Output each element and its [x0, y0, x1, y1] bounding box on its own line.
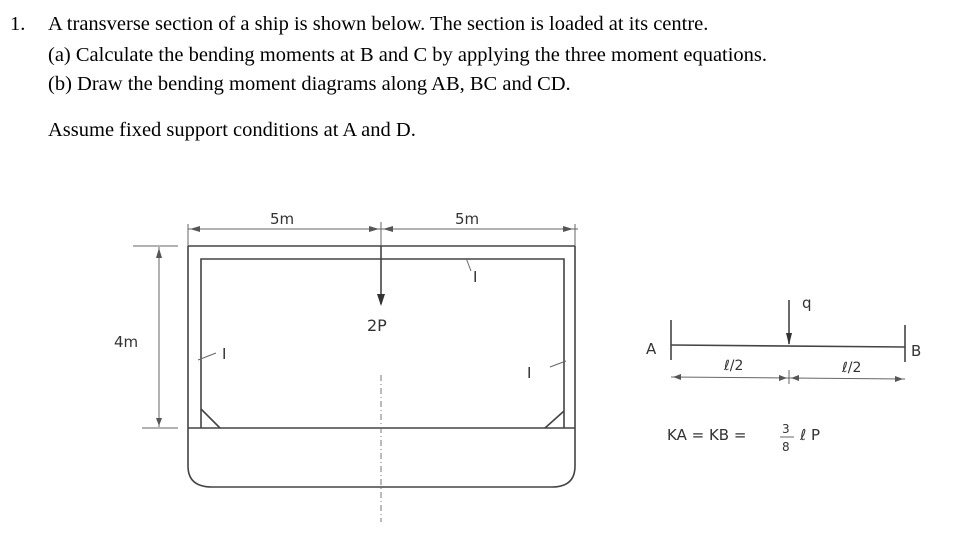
formula-rhs: ℓ P — [800, 426, 821, 444]
fraction-numerator: 3 — [782, 422, 790, 436]
question-assumption: Assume fixed support conditions at A and D. — [48, 119, 416, 141]
corner-brackets — [201, 409, 564, 428]
load-label: 2P — [367, 316, 387, 335]
question-number: 1. — [10, 13, 26, 35]
span-dimension-line — [671, 377, 905, 379]
inertia-right-label: I — [527, 364, 532, 382]
span-left-label: ℓ/2 — [724, 358, 744, 374]
question-intro: A transverse section of a ship is shown below. The section is loaded at its centre. — [48, 13, 709, 35]
inertia-left-label: I — [222, 345, 227, 363]
width-right-label: 5m — [455, 210, 480, 228]
beam-line — [671, 345, 905, 347]
question-part-a: (a) Calculate the bending moments at B and C by applying the three moment equations. — [48, 44, 768, 66]
support-a-label: A — [646, 340, 657, 358]
formula-lhs: KA = KB = — [667, 426, 747, 444]
inertia-top-label: I — [473, 268, 478, 286]
beam-diagram — [646, 294, 921, 454]
support-b-label: B — [911, 342, 922, 360]
question-part-b: (b) Draw the bending moment diagrams along AB, BC and CD. — [48, 73, 571, 95]
beam-load-label: q — [802, 294, 812, 312]
height-label: 4m — [114, 333, 139, 351]
span-right-label: ℓ/2 — [842, 360, 862, 376]
ship-section-diagram — [114, 210, 578, 522]
fraction-denominator: 8 — [782, 440, 790, 454]
width-left-label: 5m — [270, 210, 295, 228]
frame-inner — [201, 259, 564, 428]
